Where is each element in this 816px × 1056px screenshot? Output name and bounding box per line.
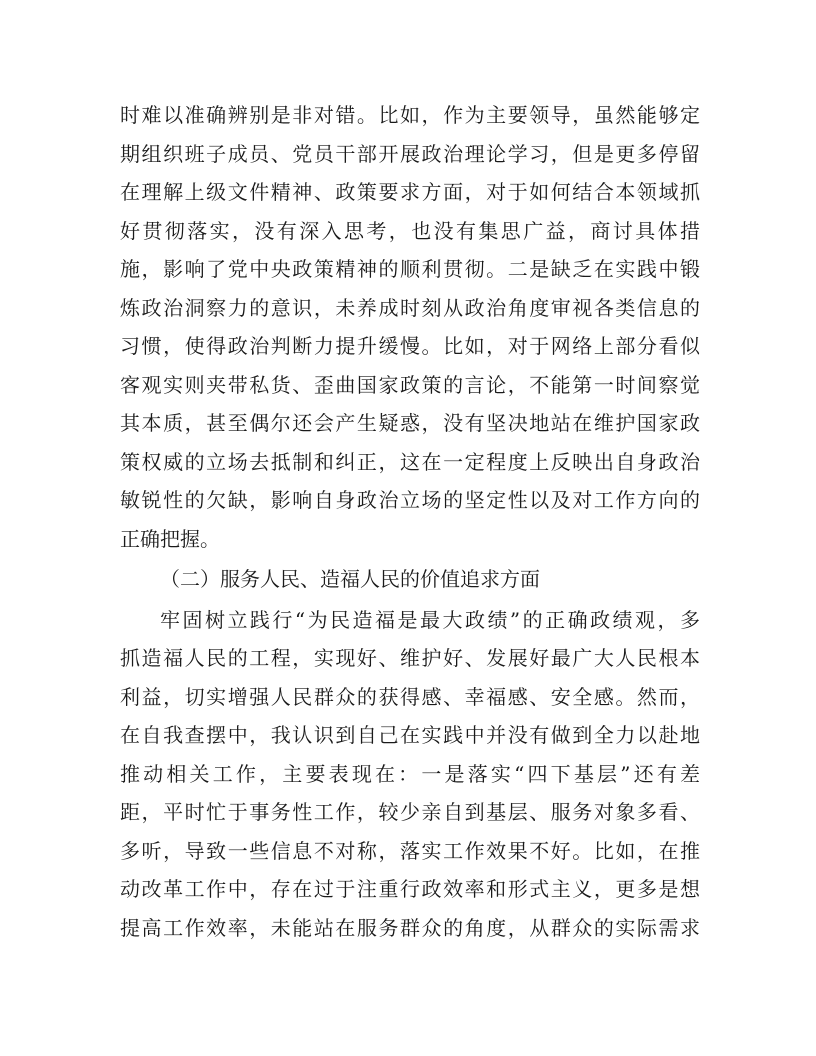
- text-line: 推动相关工作，主要表现在：一是落实“四下基层”还有差: [120, 761, 700, 786]
- text-line: 施，影响了党中央政策精神的顺利贯彻。二是缺乏在实践中锻: [120, 257, 700, 281]
- text-line: 炼政治洞察力的意识，未养成时刻从政治角度审视各类信息的: [120, 295, 700, 320]
- paragraph-1: [120, 96, 700, 558]
- text-line: 多听，导致一些信息不对称，落实工作效果不好。比如，在推: [120, 838, 700, 863]
- text-line: 敏锐性的欠缺，影响自身政治立场的坚定性以及对工作方向的: [120, 488, 700, 512]
- paragraph-2: [120, 601, 700, 948]
- text-line: 抓造福人民的工程，实现好、维护好、发展好最广大人民根本: [120, 646, 700, 670]
- text-line: 动改革工作中，存在过于注重行政效率和形式主义，更多是想: [120, 877, 700, 901]
- document-body: [120, 96, 700, 947]
- text-line: 时难以准确辨别是非对错。比如，作为主要领导，虽然能够定: [120, 103, 700, 127]
- section-heading: （二）服务人民、造福人民的价值追求方面: [160, 567, 540, 591]
- text-line: 距，平时忙于事务性工作，较少亲自到基层、服务对象多看、: [120, 800, 700, 824]
- text-line: 客观实则夹带私货、歪曲国家政策的言论，不能第一时间察觉: [120, 372, 700, 397]
- text-line: 好贯彻落实，没有深入思考，也没有集思广益，商讨具体措: [120, 218, 700, 243]
- text-line: 习惯，使得政治判断力提升缓慢。比如，对于网络上部分看似: [120, 334, 700, 358]
- text-line: 期组织班子成员、党员干部开展政治理论学习，但是更多停留: [120, 141, 700, 166]
- text-line: 在理解上级文件精神、政策要求方面，对于如何结合本领域抓: [120, 180, 700, 204]
- text-line: 提高工作效率，未能站在服务群众的角度，从群众的实际需求: [120, 915, 700, 940]
- text-line: 牢固树立践行“为民造福是最大政绩”的正确政绩观，多: [160, 607, 700, 632]
- text-line: 正确把握。: [120, 526, 220, 551]
- text-line: 策权威的立场去抵制和纠正，这在一定程度上反映出自身政治: [120, 449, 700, 474]
- text-line: 利益，切实增强人民群众的获得感、幸福感、安全感。然而，: [120, 684, 700, 709]
- text-line: 其本质，甚至偶尔还会产生疑惑，没有坚决地站在维护国家政: [120, 411, 700, 435]
- text-line: 在自我查摆中，我认识到自己在实践中并没有做到全力以赴地: [120, 723, 700, 747]
